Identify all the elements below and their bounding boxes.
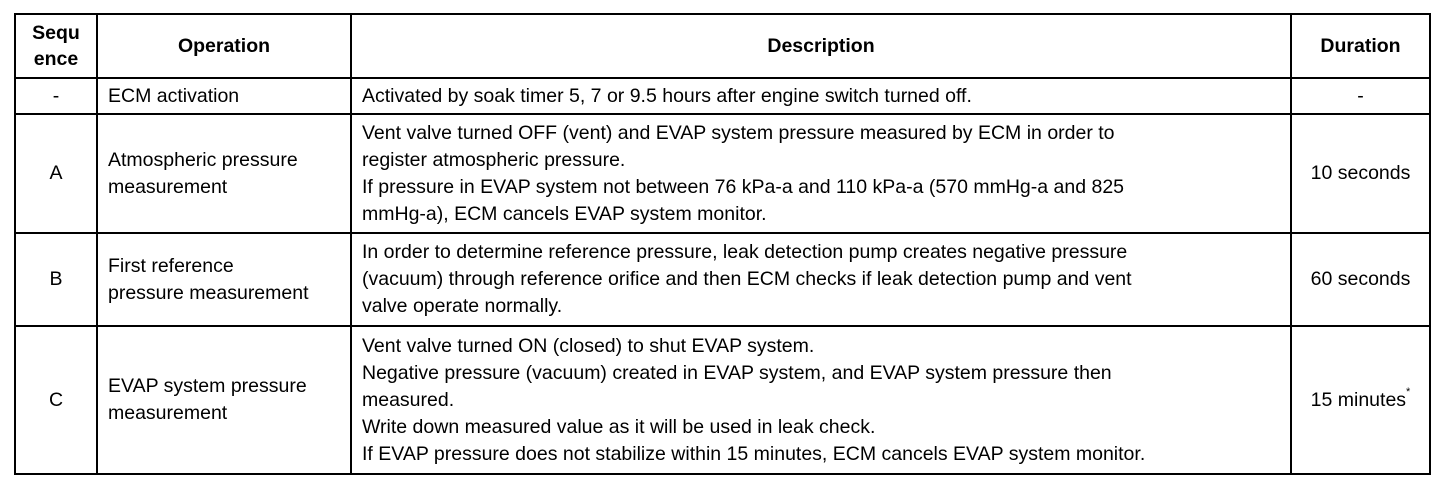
operation-line: Atmospheric pressure	[108, 148, 298, 171]
description-line: Negative pressure (vacuum) created in EVAP system, and EVAP system pressure then	[362, 361, 1112, 384]
description-line: Activated by soak timer 5, 7 or 9.5 hours after engine switch turned off.	[362, 84, 972, 107]
cell-duration: -	[1291, 78, 1430, 114]
header-sequence	[15, 14, 97, 78]
table-row-sequence-c	[15, 326, 1430, 474]
cell-duration: 10 seconds	[1291, 114, 1430, 233]
operation-line: EVAP system pressure	[108, 375, 307, 397]
cell-description	[351, 326, 1291, 474]
operation-line: First reference	[108, 254, 234, 277]
header-sequence-line2: ence	[33, 48, 79, 70]
evap-monitor-table-wrapper	[14, 13, 1431, 475]
cell-sequence: B	[15, 233, 97, 326]
description-line: measured.	[362, 388, 455, 411]
evap-monitor-sequence-table	[14, 13, 1431, 475]
header-row	[15, 14, 1430, 78]
header-operation: Operation	[97, 14, 351, 78]
table-row-ecm-activation	[15, 78, 1430, 114]
description-line: Vent valve turned OFF (vent) and EVAP system pressure measured by ECM in order to	[362, 121, 1115, 144]
operation-line: pressure measurement	[108, 281, 309, 304]
table-row-sequence-b	[15, 233, 1430, 326]
cell-duration: 60 seconds	[1291, 233, 1430, 326]
cell-sequence: -	[15, 78, 97, 114]
cell-description	[351, 78, 1291, 114]
cell-operation: ECM activation	[97, 78, 351, 114]
header-sequence-line1: Sequ	[32, 22, 80, 44]
duration-value: 15 minutes	[1310, 388, 1407, 411]
cell-description	[351, 233, 1291, 326]
description-line: register atmospheric pressure.	[362, 148, 626, 171]
cell-operation	[97, 233, 351, 326]
description-line: Write down measured value as it will be used in leak check.	[362, 415, 876, 438]
description-line: (vacuum) through reference orifice and then ECM checks if leak detection pump and vent	[362, 268, 1132, 290]
cell-sequence: A	[15, 114, 97, 233]
table-row-sequence-a	[15, 114, 1430, 233]
cell-operation	[97, 114, 351, 233]
description-line: In order to determine reference pressure, leak detection pump creates negative pressure	[362, 241, 1128, 263]
cell-duration	[1291, 326, 1430, 474]
description-line: valve operate normally.	[362, 295, 563, 317]
cell-operation	[97, 326, 351, 474]
header-duration: Duration	[1291, 14, 1430, 78]
footnote-asterisk: *	[1406, 386, 1411, 398]
cell-description	[351, 114, 1291, 233]
description-line: If pressure in EVAP system not between 76 kPa-a and 110 kPa-a (570 mmHg-a and 825	[362, 175, 1125, 198]
cell-sequence: C	[15, 326, 97, 474]
operation-line: measurement	[108, 175, 228, 198]
description-line: Vent valve turned ON (closed) to shut EVAP system.	[362, 334, 815, 357]
header-description: Description	[351, 14, 1291, 78]
description-line: If EVAP pressure does not stabilize within 15 minutes, ECM cancels EVAP system monitor.	[362, 442, 1146, 465]
operation-line: measurement	[108, 402, 228, 424]
description-line: mmHg-a), ECM cancels EVAP system monitor.	[362, 202, 767, 225]
